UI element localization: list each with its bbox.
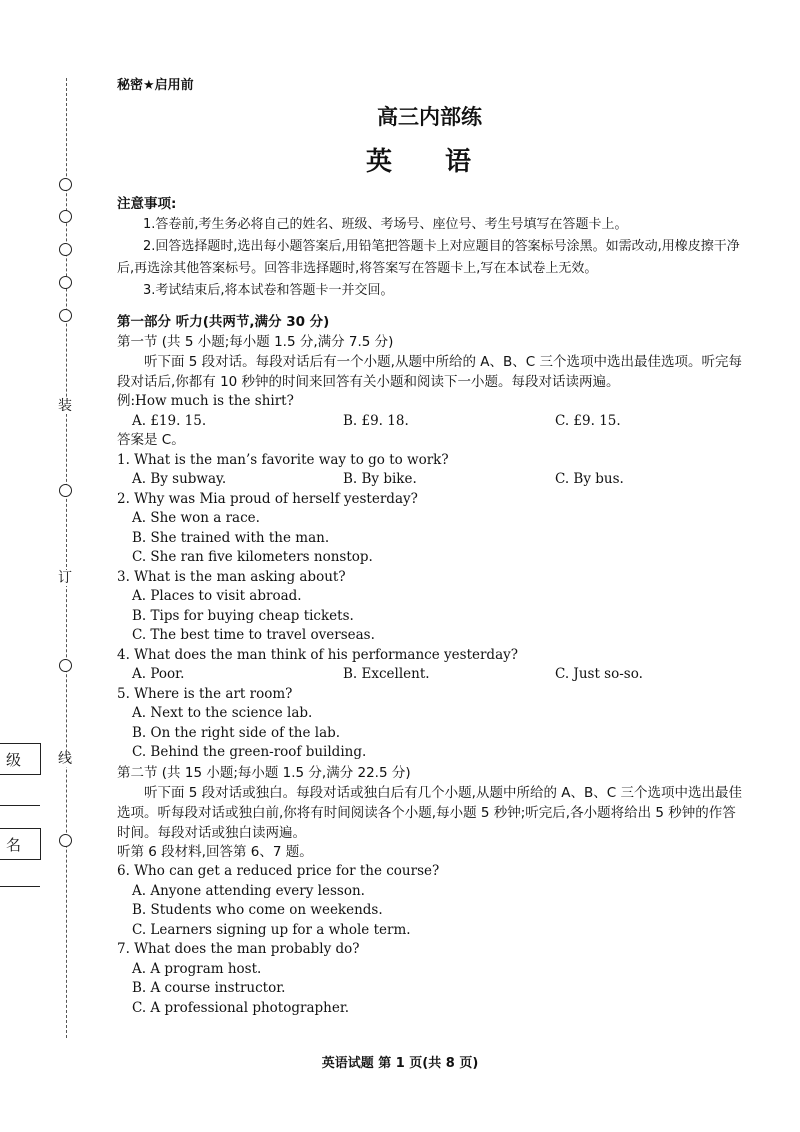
binding-hole <box>59 210 72 223</box>
margin-char-xian: 线 <box>58 751 72 767</box>
margin-char-ding: 订 <box>58 570 72 586</box>
note-item: 3.考试结束后,将本试卷和答题卡一并交回。 <box>143 283 394 298</box>
note-item: 2.回答选择题时,选出每小题答案后,用铅笔把答题卡上对应题目的答案标号涂黑。如需改动,用橡皮擦干净后,再选涂其他答案标号。回答非选择题时,将答案写在答题卡上,写在本试卷上无效。 <box>117 239 740 276</box>
binding-hole <box>59 484 72 497</box>
binding-hole <box>59 834 72 847</box>
option-b: B. On the right side of the lab. <box>132 724 341 741</box>
option-a: A. Poor. <box>132 666 185 682</box>
section2-heading: 第二节 (共 15 小题;每小题 1.5 分,满分 22.5 分) <box>117 764 411 781</box>
option-c: C. She ran five kilometers nonstop. <box>132 549 373 565</box>
question-4-options <box>117 665 742 685</box>
notes-heading: 注意事项: <box>117 196 177 212</box>
option-b: B. Excellent. <box>343 666 430 682</box>
side-rule <box>0 886 40 887</box>
option-a: A. £19. 15. <box>132 412 207 429</box>
name-label: 名 <box>6 836 22 854</box>
option-a: A. Places to visit abroad. <box>132 588 302 604</box>
binding-hole <box>59 178 72 191</box>
note-item: 1.答卷前,考生务必将自己的姓名、班级、考场号、座位号、考生号填写在答题卡上。 <box>143 217 628 232</box>
section1-heading: 第一节 (共 5 小题;每小题 1.5 分,满分 7.5 分) <box>117 334 394 350</box>
margin-char-zhuang: 装 <box>58 398 72 414</box>
option-b: B. £9. 18. <box>343 412 409 429</box>
question-3: 3. What is the man asking about? <box>117 568 346 585</box>
binding-hole <box>59 276 72 289</box>
page-footer: 英语试题 第 1 页(共 8 页) <box>321 1056 479 1071</box>
question-4: 4. What does the man think of his performance yesterday? <box>117 646 518 663</box>
subject-title: 英 语 <box>365 147 494 177</box>
section2-instructions: 听下面 5 段对话或独白。每段对话或独白后有几个小题,从题中所给的 A、B、C 三个选项中选出最佳选项。听每段对话或独白前,你将有时间阅读各个小题,每小题 5 秒钟;听完后,各小题将给出 5 秒钟的作答时间。每段对话或独白读两遍。 <box>117 784 742 841</box>
option-c: C. A professional photographer. <box>132 999 350 1016</box>
section1-instructions: 听下面 5 段对话。每段对话后有一个小题,从题中所给的 A、B、C 三个选项中选出最佳选项。听完每段对话后,你都有 10 秒钟的时间来回答有关小题和阅读下一小题。每段对话读两遍。 <box>117 354 742 390</box>
exam-title: 高三内部练 <box>377 105 482 129</box>
option-c: C. The best time to travel overseas. <box>132 627 375 643</box>
option-a: A. Anyone attending every lesson. <box>132 882 365 899</box>
option-c: C. By bus. <box>555 471 624 487</box>
option-c: C. Behind the green-roof building. <box>132 744 367 760</box>
option-b: B. A course instructor. <box>132 980 286 996</box>
option-c: C. £9. 15. <box>555 412 621 429</box>
part1-heading: 第一部分 听力(共两节,满分 30 分) <box>117 314 330 330</box>
option-b: B. She trained with the man. <box>132 529 330 546</box>
example-options <box>117 412 742 432</box>
option-a: A. She won a race. <box>132 510 260 526</box>
option-b: B. Students who come on weekends. <box>132 902 383 918</box>
option-a: A. A program host. <box>132 960 262 977</box>
question-1: 1. What is the man’s favorite way to go to work? <box>117 451 449 468</box>
class-label: 级 <box>6 751 22 769</box>
side-rule <box>0 805 40 806</box>
option-b: B. By bike. <box>343 471 417 487</box>
example-question: 例:How much is the shirt? <box>117 393 294 409</box>
binding-hole <box>59 243 72 256</box>
option-a: A. By subway. <box>132 471 227 487</box>
option-b: B. Tips for buying cheap tickets. <box>132 607 354 624</box>
question-1-options <box>117 470 742 490</box>
question-7: 7. What does the man probably do? <box>117 941 360 957</box>
confidential-mark: 秘密★启用前 <box>117 78 194 93</box>
question-5: 5. Where is the art room? <box>117 685 293 702</box>
example-answer: 答案是 C。 <box>117 432 185 448</box>
binding-hole <box>59 309 72 322</box>
question-2: 2. Why was Mia proud of herself yesterday? <box>117 490 418 507</box>
exam-page-content <box>117 74 742 1018</box>
material-6-note: 听第 6 段材料,回答第 6、7 题。 <box>117 843 313 860</box>
question-6: 6. Who can get a reduced price for the course? <box>117 863 440 879</box>
option-c: C. Learners signing up for a whole term. <box>132 921 411 938</box>
option-c: C. Just so-so. <box>555 666 643 682</box>
binding-hole <box>59 659 72 672</box>
option-a: A. Next to the science lab. <box>132 705 313 721</box>
